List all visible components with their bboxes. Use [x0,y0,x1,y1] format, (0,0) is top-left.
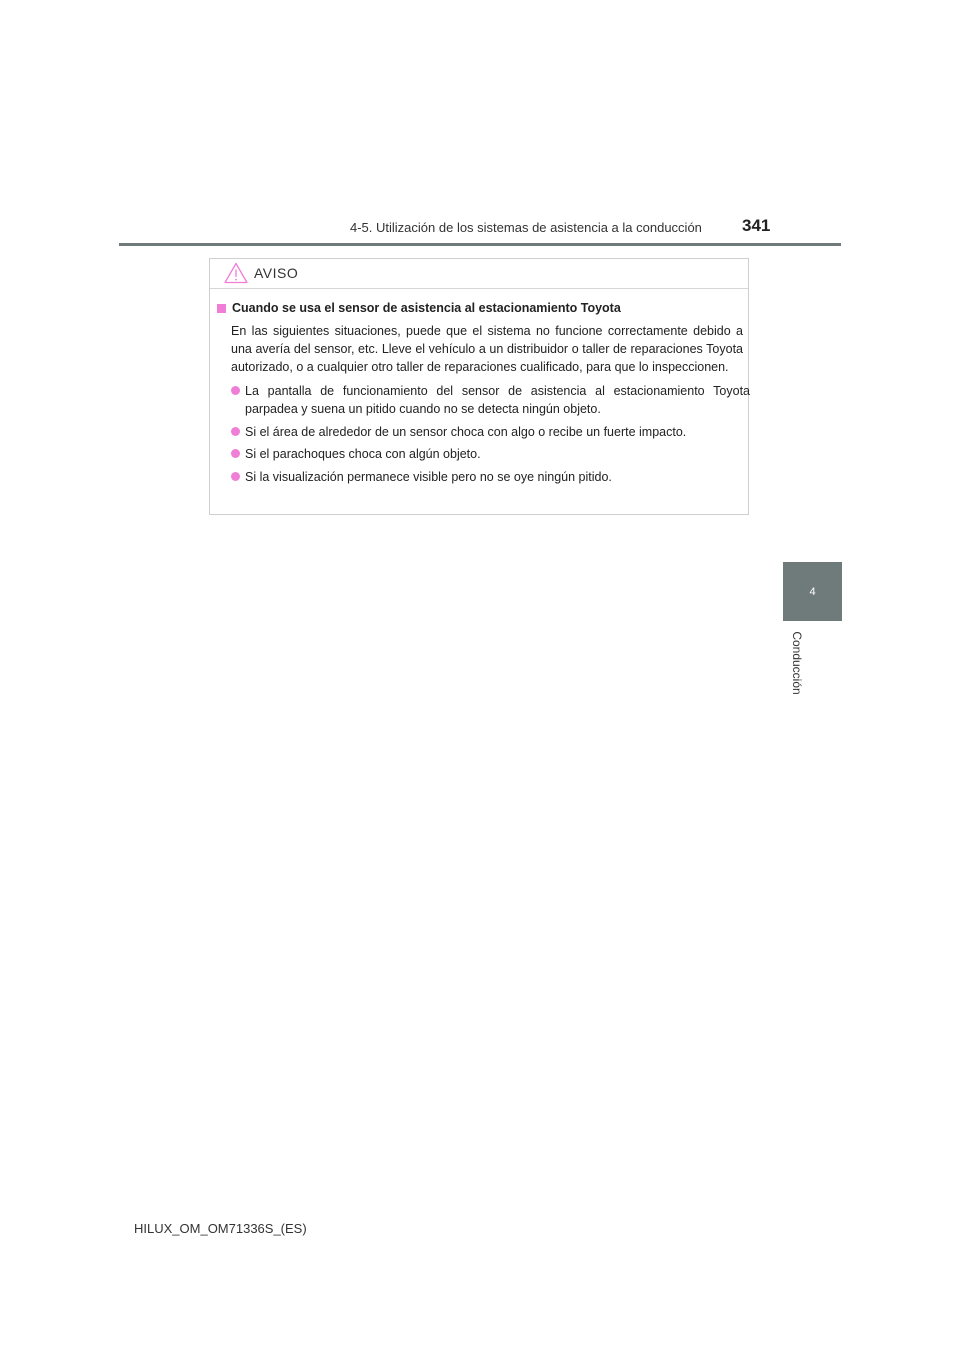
warning-body [210,289,748,486]
footer-document-code: HILUX_OM_OM71336S_(ES) [134,1221,307,1236]
intro-paragraph: En las siguientes situaciones, puede que el sistema no funcione correctamente debido a una avería del sensor, etc. Lleve el vehículo a un distribuidor o taller de reparaciones Toyota autorizado, o a cualquier otro taller de reparaciones cualificado, para que lo inspeccionen. [231,324,743,374]
section-heading [217,301,742,315]
list-item-text: Si el área de alrededor de un sensor choca con algo o recibe un fuerte impacto. [245,424,687,439]
warning-box [209,258,749,515]
square-bullet-icon [217,304,226,313]
chapter-label [752,628,842,698]
list-item [231,468,750,486]
dot-bullet-icon [231,386,240,395]
list-item-text: Si el parachoques choca con algún objeto. [245,447,481,461]
list-item [231,423,750,441]
warning-triangle-icon [224,262,248,284]
list-item [231,445,750,463]
warning-title: AVISO [254,265,299,281]
header-rule [119,243,841,246]
dot-bullet-icon [231,472,240,481]
page-number: 341 [742,216,771,235]
dot-bullet-icon [231,449,240,458]
page-header-title: 4-5. Utilización de los sistemas de asistencia a la conducción [350,220,702,235]
list-item [231,382,750,418]
chapter-label-text: Conducción [790,631,804,695]
warning-header [210,259,748,289]
condition-list [231,382,750,486]
chapter-number: 4 [809,585,816,598]
chapter-tab [783,562,842,621]
section-heading-text: Cuando se usa el sensor de asistencia al estacionamiento Toyota [232,301,621,315]
dot-bullet-icon [231,427,240,436]
list-item-text: La pantalla de funcionamiento del sensor de asistencia al estacionamiento Toyota parpadea y suena un pitido cuando no se detecta ningún objeto. [245,384,750,416]
list-item-text: Si la visualización permanece visible pero no se oye ningún pitido. [245,469,612,484]
